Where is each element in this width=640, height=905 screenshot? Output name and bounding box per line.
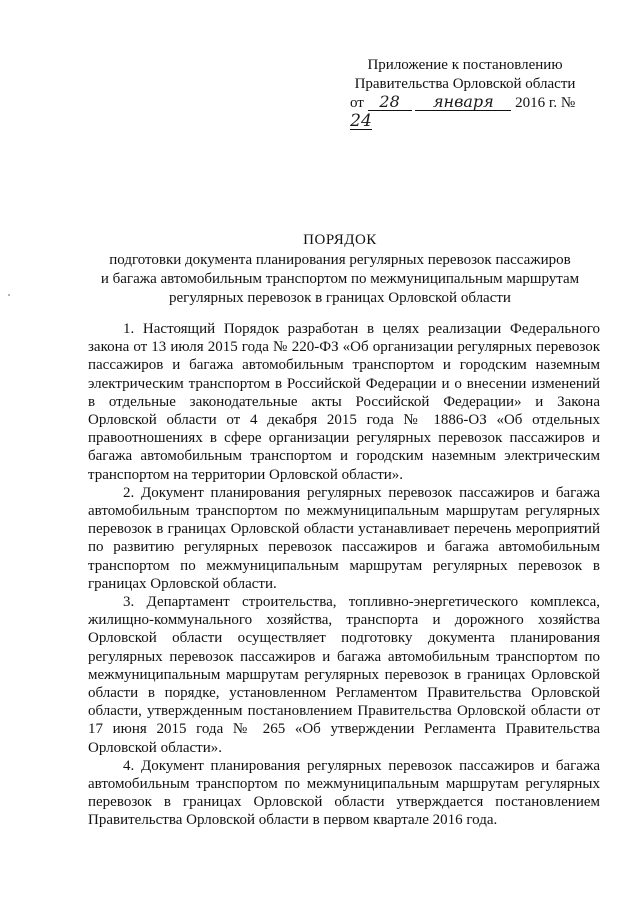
document-body: [88, 320, 600, 830]
appendix-prefix-ot: от: [350, 95, 364, 111]
handwritten-day: 28: [368, 94, 412, 111]
document-title-block: [80, 231, 600, 308]
paragraph-2: 2. Документ планирования регулярных перевозок пассажиров и багажа автомобильным транспортом по межмуниципальным маршрутам регулярных перевозок в границах Орловской области устанавливает перечень мероприятий по развитию регулярных перевозок пассажиров и багажа автомобильным транспортом по межмуниципальным маршрутам регулярных перевозок в границах Орловской области.: [88, 484, 600, 592]
scan-speck: [8, 294, 10, 296]
paragraph-4: 4. Документ планирования регулярных перевозок пассажиров и багажа автомобильным транспортом по межмуниципальным маршрутам регулярных перевозок в границах Орловской области утверждается постановлением Правительства Орловской области в первом квартале 2016 года.: [88, 757, 600, 829]
paragraph-3: 3. Департамент строительства, топливно-энергетического комплекса, жилищно-коммунального хозяйства, транспорта и дорожного хозяйства Орловской области осуществляет подготовку документа планирования регулярных перевозок пассажиров и багажа автомобильным транспортом по межмуниципальным маршрутам регулярных перевозок в границах Орловской области в порядке, установленном Регламентом Правительства Орловской области, утвержденным постановлением Правительства Орловской области от 17 июня 2015 года № 265 «Об утверждении Регламента Правительства Орловской области».: [88, 594, 600, 756]
document-heading: ПОРЯДОК: [303, 232, 377, 248]
appendix-header: [330, 56, 600, 132]
appendix-line-2: Правительства Орловской области: [354, 76, 576, 92]
paragraph-1: 1. Настоящий Порядок разработан в целях реализации Федерального закона от 13 июля 2015 года № 220-ФЗ «Об организации регулярных перевозок пассажиров и багажа автомобильным транспортом и городским наземным электрическим транспортом в Российской Федерации и о внесении изменений в отдельные законодательные акты Российской Федерации» и Закона Орловской области от 4 декабря 2015 года № 1886-ОЗ «Об отдельных правоотношениях в сфере организации регулярных перевозок пассажиров и багажа автомобильным транспортом и городским наземным электрическим транспортом на территории Орловской области».: [88, 321, 600, 483]
appendix-year-text: 2016 г. №: [515, 95, 576, 111]
handwritten-month: января: [415, 94, 511, 111]
document-subtitle-line-2: и багажа автомобильным транспортом по межмуниципальным маршрутам: [100, 271, 580, 287]
appendix-date-row: [330, 94, 600, 132]
document-subtitle-line-3: регулярных перевозок в границах Орловской области: [169, 290, 511, 306]
appendix-line-1: Приложение к постановлению: [367, 57, 563, 73]
handwritten-number: 24: [350, 111, 372, 131]
document-subtitle-line-1: подготовки документа планирования регулярных перевозок пассажиров: [109, 252, 571, 268]
